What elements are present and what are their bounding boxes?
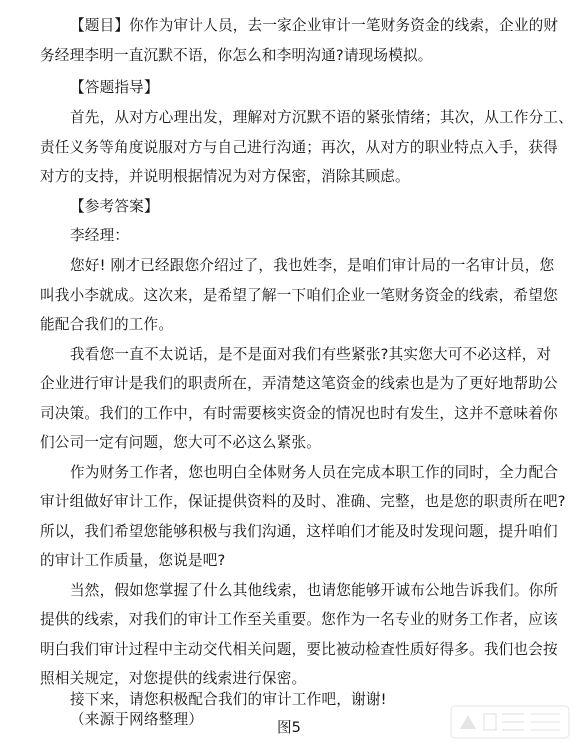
guidance-heading: 【答题指导】 xyxy=(70,79,159,96)
figure-caption: 图5 xyxy=(277,719,301,736)
answer-paragraph-3-line: 的审计工作质量，您说是吧? xyxy=(40,552,226,569)
answer-paragraph-1-line: 您好! 刚才已经跟您介绍过了，我也姓李，是咱们审计局的一名审计员，您 xyxy=(70,257,555,274)
answer-paragraph-3-line: 所以，我们希望您能够积极与我们沟通，这样咱们才能及时发现问题，提升咱们 xyxy=(40,523,558,540)
answer-paragraph-4-line: 照相关规定，对您提供的线索进行保密。 xyxy=(40,670,307,687)
answer-paragraph-2-line: 司决策。我们的工作中，有时需要核实资金的情况也时有发生，这并不意味着你 xyxy=(40,405,558,422)
answer-heading: 【参考答案】 xyxy=(70,198,159,215)
guidance-line: 责任义务等角度说服对方与自己进行沟通；再次，从对方的职业特点入手，获得 xyxy=(40,139,558,156)
answer-paragraph-3-line: 作为财务工作者，您也明白全体财务人员在完成本职工作的同时，全力配合 xyxy=(70,464,559,481)
salutation-line: 李经理： xyxy=(70,227,130,244)
answer-paragraph-2-line: 企业进行审计是我们的职责所在，弄清楚这笔资金的线索也是为了更好地帮助公 xyxy=(40,375,558,392)
answer-paragraph-2-line: 们公司一定有问题，您大可不必这么紧张。 xyxy=(40,434,322,451)
answer-paragraph-3-line: 审计组做好审计工作，保证提供资料的及时、准确、完整，也是您的职责所在吧? xyxy=(40,493,566,510)
source-note: （来源于网络整理） xyxy=(70,711,204,728)
guidance-line: 对方的支持，并说明根据情况为对方保密，消除其顾虑。 xyxy=(40,168,410,185)
answer-paragraph-4-line: 明白我们审计过程中主动交代相关问题，要比被动检查性质好得多。我们也会按 xyxy=(40,641,558,658)
answer-paragraph-4-line: 当然，假如您掌握了什么其他线索，也请您能够开诚布公地告诉我们。你所 xyxy=(70,582,559,599)
closing-line: 接下来，请您积极配合我们的审计工作吧，谢谢! xyxy=(70,691,387,708)
watermark-logo xyxy=(450,705,570,739)
answer-paragraph-1-line: 能配合我们的工作。 xyxy=(40,316,174,333)
answer-paragraph-2-line: 我看您一直不太说话，是不是面对我们有些紧张?其实您大可不必这样，对 xyxy=(70,346,552,363)
answer-paragraph-4-line: 提供的线索，对我们的审计工作至关重要。您作为一名专业的财务工作者，应该 xyxy=(40,611,558,628)
question-heading-line: 【题目】你作为审计人员，去一家企业审计一笔财务资金的线索，企业的财 xyxy=(70,17,559,34)
question-body-line: 务经理李明一直沉默不语，你怎么和李明沟通?请现场模拟。 xyxy=(40,47,433,64)
answer-paragraph-1-line: 叫我小李就成。这次来，是希望了解一下咱们企业一笔财务资金的线索，希望您 xyxy=(40,287,558,304)
guidance-line: 首先，从对方心理出发，理解对方沉默不语的紧张情绪；其次，从工作分工、 xyxy=(70,109,573,126)
